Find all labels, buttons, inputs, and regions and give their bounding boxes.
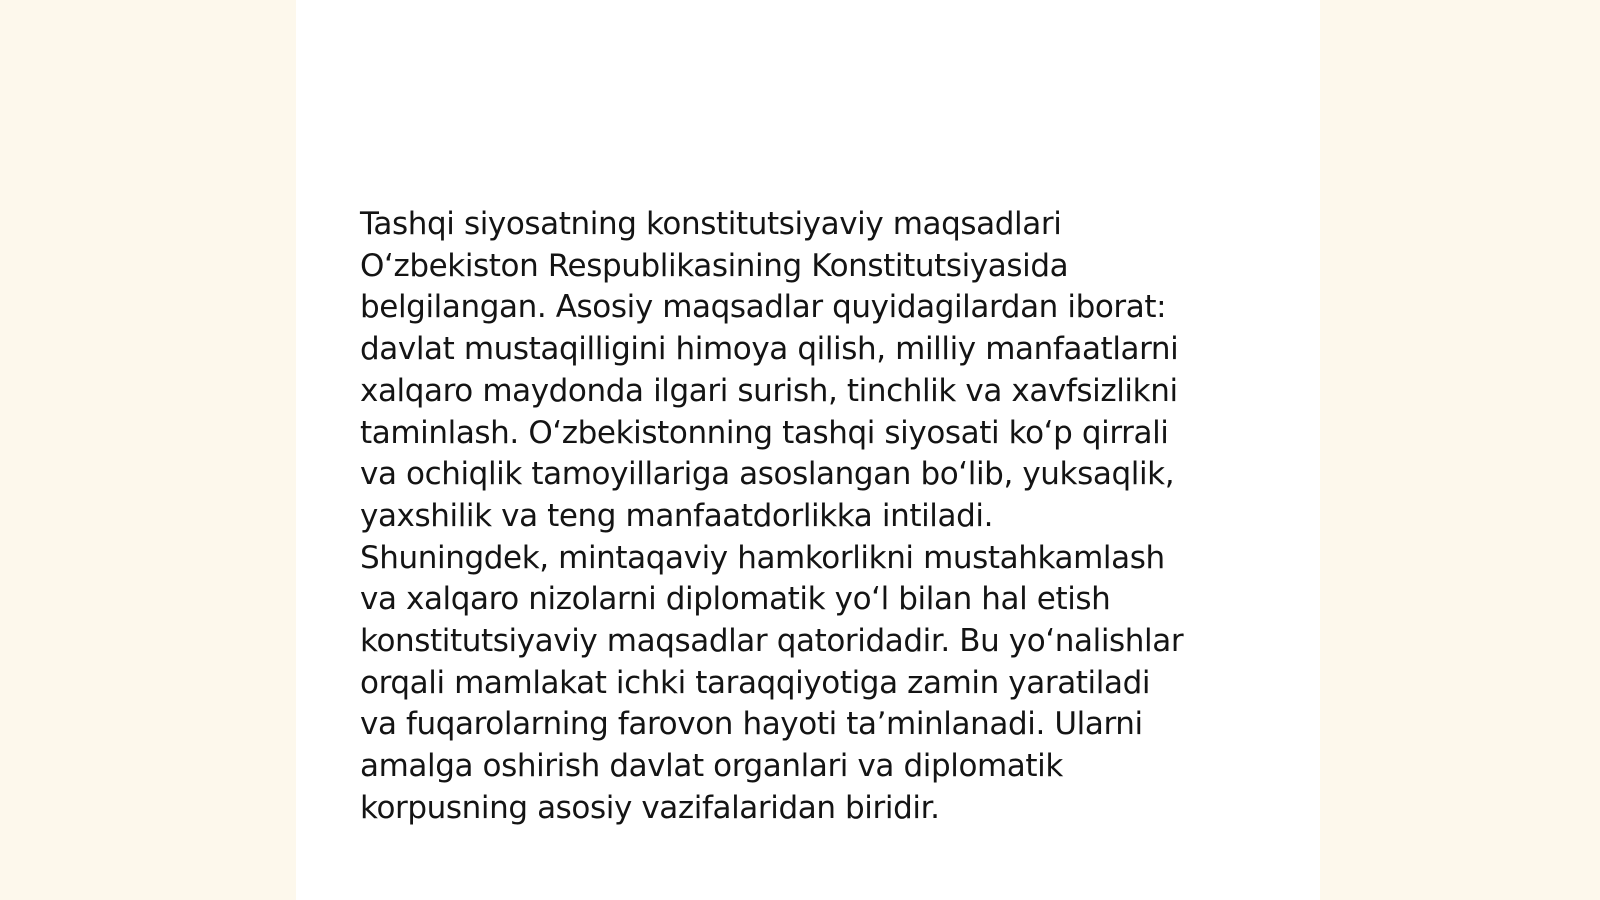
text-line: va ochiqlik tamoyillariga asoslangan bo‘lib, yuksaqlik,: [360, 456, 1175, 493]
text-line: taminlash. O‘zbekistonning tashqi siyosati ko‘p qirrali: [360, 414, 1169, 451]
text-line: konstitutsiyaviy maqsadlar qatoridadir. Bu yo‘nalishlar: [360, 623, 1184, 660]
text-line: va xalqaro nizolarni diplomatik yo‘l bilan hal etish: [360, 581, 1111, 618]
body-paragraph: [360, 204, 1260, 830]
text-line: va fuqarolarning farovon hayoti ta’minlanadi. Ularni: [360, 706, 1143, 743]
text-line: Tashqi siyosatning konstitutsiyaviy maqsadlari: [360, 206, 1062, 242]
document-page: [296, 0, 1320, 900]
text-line: xalqaro maydonda ilgari surish, tinchlik va xavfsizlikni: [360, 372, 1178, 409]
text-line: davlat mustaqilligini himoya qilish, milliy manfaatlarni: [360, 331, 1179, 368]
text-line: Shuningdek, mintaqaviy hamkorlikni mustahkamlash: [360, 539, 1165, 576]
text-line: orqali mamlakat ichki taraqqiyotiga zamin yaratiladi: [360, 664, 1151, 701]
text-line: korpusning asosiy vazifalaridan biridir.: [360, 789, 940, 826]
text-line: belgilangan. Asosiy maqsadlar quyidagilardan iborat:: [360, 289, 1167, 326]
text-line: yaxshilik va teng manfaatdorlikka intiladi.: [360, 497, 994, 534]
text-line: O‘zbekiston Respublikasining Konstitutsiyasida: [360, 247, 1069, 284]
text-line: amalga oshirish davlat organlari va diplomatik: [360, 748, 1063, 785]
